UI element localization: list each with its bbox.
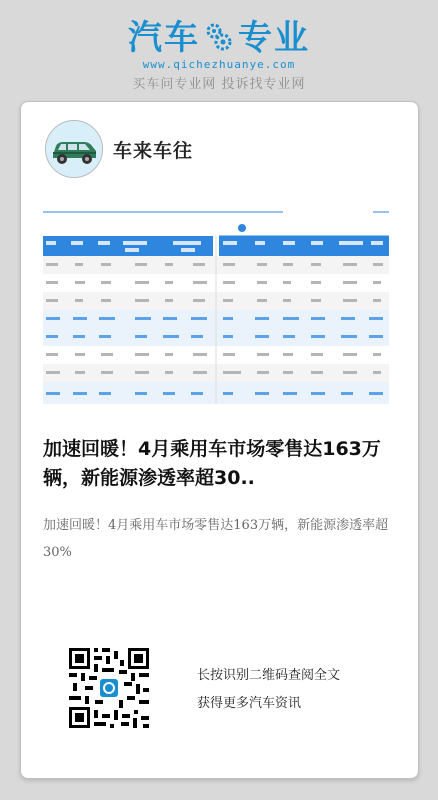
brand-logo — [0, 18, 438, 58]
car-icon — [46, 121, 102, 177]
brand-header — [0, 18, 438, 92]
brand-slogan: 买车问专业网 投诉找专业网 — [132, 77, 306, 92]
brand-title-right: 专业 — [238, 18, 310, 58]
avatar — [45, 120, 103, 178]
gear-icon — [204, 22, 234, 52]
qr-hint-line1: 长按识别二维码查阅全文 — [197, 668, 341, 683]
qr-code[interactable] — [69, 648, 149, 728]
brand-title-left: 汽车 — [128, 18, 200, 58]
table-image — [43, 208, 389, 404]
article-description: 加速回暖！4月乘用车市场零售达163万辆，新能源渗透率超30% — [43, 518, 389, 560]
article-card[interactable] — [20, 101, 419, 779]
qr-hint-line2: 获得更多汽车资讯 — [197, 696, 302, 711]
account-name[interactable]: 车来车往 — [113, 140, 194, 162]
article-title[interactable]: 加速回暖！4月乘用车市场零售达163万辆，新能源渗透率超30.. — [43, 438, 381, 489]
article-cover-image[interactable] — [43, 208, 389, 404]
qr-hint — [197, 662, 340, 718]
brand-url: www.qichezhuanye.com — [142, 58, 296, 71]
